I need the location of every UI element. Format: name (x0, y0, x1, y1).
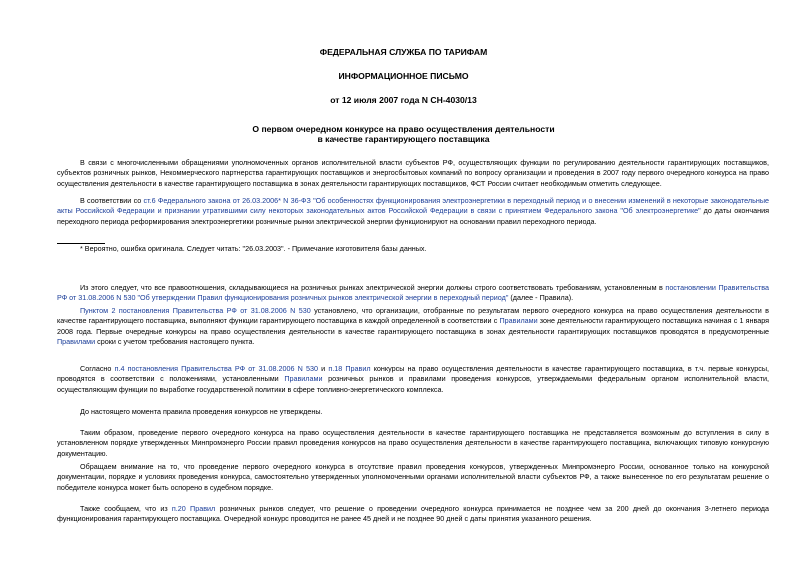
paragraph-5-text-a: Согласно (80, 364, 115, 373)
paragraph-4-text-c: сроки с учетом требования настоящего пункта. (95, 337, 255, 347)
paragraph-4-text-a: установлено, что организации, отобранные по результатам первого очередного конкурса на право осуществления деятельности в качестве гарантирующего поставщика, выполняют функции гарантирующего поставщика в каждой определенной в соответствии с (57, 306, 769, 326)
document-date-number: от 12 июля 2007 года N СН-4030/13 (330, 95, 477, 105)
rules-link-2[interactable]: Правилами (57, 337, 96, 347)
paragraph-4-text-b: зоне деятельности гарантирующего поставщика начиная с 1 января 2008 года. Первые очередные конкурсы на право осуществления деятельности в качестве гарантирующего поставщика в зонах деятельности гарантирующих поставщиков проводятся в предусмотренные (57, 316, 770, 336)
resolution-530-point-4-link[interactable]: п.4 постановления Правительства РФ от 31.08.2006 N 530 (114, 364, 318, 373)
paragraph-5-text-c: конкурсы на право осуществления деятельности в качестве гарантирующего поставщика, в т.ч. первые конкурсы, проводятся в соответствии с положениями, установленными (57, 364, 769, 384)
paragraph-1: В связи с многочисленными обращениями уполномоченных органов исполнительной власти субъектов РФ, осуществляющих функции по регулированию деятельности гарантирующих поставщиков, субъектов розничных рынков, Некоммерческого партнерства гарантирующих поставщиков и энергосбытовых компаний по вопросу организации и проведения в 2007 году первого очередного конкурса на право осуществления деятельности в качестве гарантирующего поставщика в зонах деятельности гарантирующих поставщиков, ФСТ России считает необходимым отметить следующее. (57, 158, 769, 188)
paragraph-5-text-d: розничных рынков и правилами проведения конкурсов, утверждаемыми федеральным органом исполнительной власти, осуществляющим функции по выработке государственной политики в сфере топливно-энергетического комплекса. (57, 374, 769, 394)
paragraph-9-text-b: розничных рынков следует, что решение о проведении очередного конкурса принимается не позднее чем за 200 дней до окончания 3-летнего периода функционирования гарантирующего поставщика. Очередной конкурс проводится не ранее 45 дней и не позднее 90 дней с даты принятия указанного решения. (57, 504, 769, 524)
law-36fz-link[interactable]: ст.6 Федерального закона от 26.03.2006* N 36-ФЗ "Об особенностях функционирования электроэнергетики в переходный период и о внесении изменений в некоторые законодательные акты Российской Федерации и признании утратившими силу некоторых законодательных актов Российской Федерации в связи с принятием Федерального закона "Об электроэнергетике" (57, 196, 769, 216)
paragraph-2 (57, 196, 769, 227)
paragraph-2-text-b: до даты окончания переходного периода реформирования электроэнергетики розничные рынки электрической энергии функционируют на основании правил переходного периода. (57, 206, 770, 226)
paragraph-7: Таким образом, проведение первого очередного конкурса на право осуществления деятельности в качестве гарантирующего поставщика не представляется возможным до вступления в силу в установленном порядке утвержденных Минпромэнерго России правил проведения конкурсов на право осуществления деятельности в качестве гарантирующего поставщика, включающих типовую конкурсную документацию. (57, 428, 769, 458)
resolution-530-point-2-link[interactable]: Пунктом 2 постановления Правительства РФ от 31.08.2006 N 530 (80, 306, 311, 315)
rules-link-1[interactable]: Правилами (499, 316, 538, 326)
rules-link-3[interactable]: Правилами (284, 374, 323, 384)
paragraph-5-text-b: и (317, 364, 329, 373)
agency-name: ФЕДЕРАЛЬНАЯ СЛУЖБА ПО ТАРИФАМ (319, 47, 488, 57)
paragraph-3-text-b: (далее - Правила). (508, 293, 574, 303)
rules-point-20-link[interactable]: п.20 Правил (171, 504, 216, 513)
paragraph-9-text-a: Также сообщаем, что из (80, 504, 172, 513)
paragraph-4 (57, 306, 769, 348)
document-type: ИНФОРМАЦИОННОЕ ПИСЬМО (338, 71, 469, 81)
paragraph-3-text-a: Из этого следует, что все правоотношения, складывающиеся на розничных рынках электрической энергии должны строго соответствовать требованиям, установленным в (80, 283, 666, 292)
paragraph-2-text-a: В соответствии со (80, 196, 144, 205)
document-title-line-2: в качестве гарантирующего поставщика (317, 134, 490, 144)
paragraph-5 (57, 364, 769, 395)
resolution-530-link[interactable]: постановлении Правительства РФ от 31.08.2006 N 530 "Об утверждении Правил функционирования розничных рынков электрической энергии в переходный период" (57, 283, 769, 303)
paragraph-6: До настоящего момента правила проведения конкурсов не утверждены. (80, 407, 323, 416)
paragraph-8: Обращаем внимание на то, что проведение первого очередного конкурса в отсутствие правил проведения конкурсов, утвержденных Минпромэнерго России, основанное только на конкурсной документации, порядке и условиях проведения конкурса, самостоятельно утвержденных уполномоченными органами исполнительной власти субъектов РФ, а также вынесенное по его результатам решение о победителе конкурса может быть оспорено в судебном порядке. (57, 462, 769, 492)
paragraph-9 (57, 504, 769, 525)
rules-point-18-link[interactable]: п.18 Правил (328, 364, 371, 373)
paragraph-3 (57, 283, 769, 304)
footnote: * Вероятно, ошибка оригинала. Следует читать: "26.03.2003". - Примечание изготовителя базы данных. (80, 244, 427, 253)
document-title-line-1: О первом очередном конкурсе на право осуществления деятельности (252, 124, 555, 134)
